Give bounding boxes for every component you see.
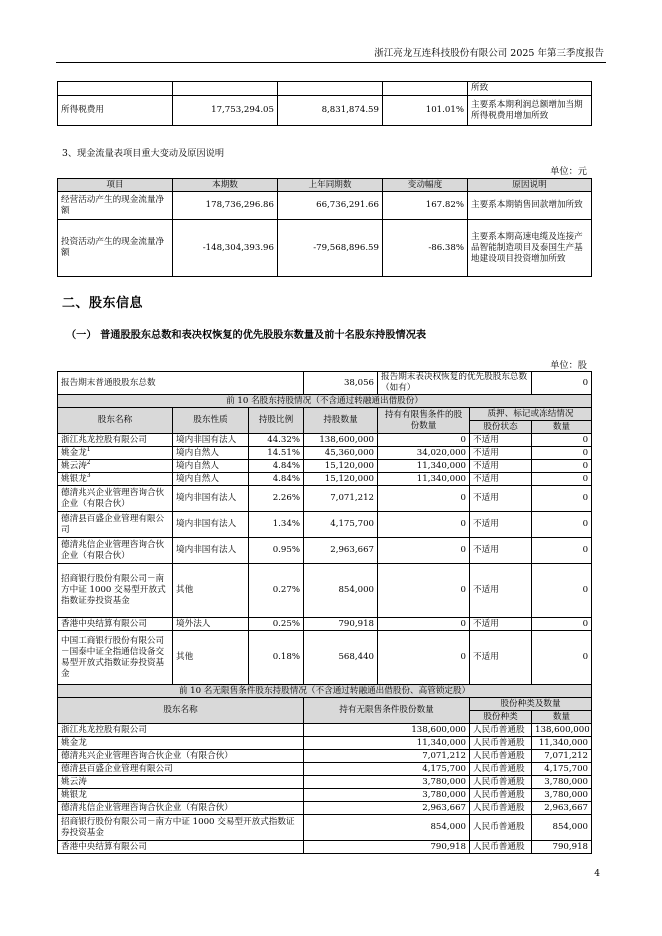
header-divider	[56, 62, 606, 63]
table-cell: 所致	[468, 82, 592, 96]
page-number: 4	[594, 869, 600, 879]
table-cell: -148,304,393.96	[173, 220, 278, 277]
column-header: 数量	[532, 711, 592, 724]
shareholder-nature: 境外法人	[173, 618, 249, 631]
column-header: 持股数量	[304, 408, 378, 434]
tax-table	[57, 81, 592, 126]
shareholder-name	[58, 631, 173, 685]
pledge-quantity: 0	[532, 473, 592, 486]
column-header: 股东性质	[173, 408, 249, 434]
column-header: 持股比例	[249, 408, 304, 434]
restricted-shares: 11,340,000	[378, 473, 470, 486]
pledge-quantity: 0	[532, 512, 592, 538]
restricted-shares: 0	[378, 434, 470, 447]
unrestricted-shares: 854,000	[304, 815, 470, 841]
table-row	[58, 192, 592, 220]
shareholder-name: 姚银龙	[58, 789, 304, 802]
share-count: 138,600,000	[304, 434, 378, 447]
share-count: 854,000	[304, 564, 378, 618]
shareholder-name: 姚金龙	[58, 737, 304, 750]
restricted-shares: 0	[378, 538, 470, 564]
table-row	[58, 473, 592, 486]
table-cell: 主要系本期高速电缆及连接产品智能制造项目及泰国生产基地建设项目投资增加所致	[468, 220, 592, 277]
shareholding-ratio: 0.27%	[249, 564, 304, 618]
pledge-status: 不适用	[470, 631, 532, 685]
unrestricted-shares: 138,600,000	[304, 724, 470, 737]
share-quantity: 790,918	[532, 841, 592, 854]
shareholder-name	[58, 447, 173, 460]
share-type: 人民币普通股	[470, 789, 532, 802]
table-cell	[173, 82, 278, 96]
shareholder-unit: 单位：股	[550, 360, 587, 371]
table-cell: 167.82%	[383, 192, 468, 220]
share-type: 人民币普通股	[470, 815, 532, 841]
shareholding-ratio: 2.26%	[249, 486, 304, 512]
top10-title-row	[58, 395, 592, 408]
pledge-quantity: 0	[532, 434, 592, 447]
document-header: 浙江亮龙互连科技股份有限公司 2025 年第三季度报告	[374, 48, 604, 59]
column-header: 上年同期数	[278, 179, 383, 192]
shareholding-ratio: 1.34%	[249, 512, 304, 538]
cashflow-table	[57, 178, 592, 277]
unrestricted-shares: 4,175,700	[304, 763, 470, 776]
share-type: 人民币普通股	[470, 802, 532, 815]
cashflow-unit: 单位：元	[550, 166, 587, 177]
table-row	[58, 564, 592, 618]
pledge-status: 不适用	[470, 512, 532, 538]
share-quantity: 3,780,000	[532, 789, 592, 802]
column-header: 股份状态	[470, 421, 532, 434]
column-header: 原因说明	[468, 179, 592, 192]
pledge-quantity: 0	[532, 460, 592, 473]
share-quantity: 854,000	[532, 815, 592, 841]
shareholder-name-text: 德清县百盛企业管理有限公司	[61, 513, 165, 535]
table-cell: -79,568,896.59	[278, 220, 383, 277]
shareholder-name-text: 德清兆兴企业管理咨询合伙企业（有限合伙）	[61, 487, 165, 509]
shareholder-name-text: 招商银行股份有限公司－南方中证 1000 交易型开放式指数证券投资基金	[61, 574, 166, 606]
shareholder-nature: 境内自然人	[173, 460, 249, 473]
table-row	[58, 82, 592, 96]
table-row	[58, 802, 592, 815]
column-header: 本期数	[173, 179, 278, 192]
column-header: 持有有限售条件的股份数量	[378, 408, 470, 434]
column-header: 数量	[532, 421, 592, 434]
total-shareholders-row	[58, 372, 592, 395]
shareholder-name	[58, 486, 173, 512]
table-header-row	[58, 698, 592, 711]
share-count: 15,120,000	[304, 460, 378, 473]
table-row	[58, 724, 592, 737]
table-cell: 经营活动产生的现金流量净额	[58, 192, 173, 220]
share-count: 15,120,000	[304, 473, 378, 486]
shareholding-ratio: 4.84%	[249, 473, 304, 486]
shareholder-name	[58, 473, 173, 486]
pledge-quantity: 0	[532, 631, 592, 685]
shareholding-ratio: 0.25%	[249, 618, 304, 631]
unrestricted-shares: 7,071,212	[304, 750, 470, 763]
shareholder-name-text: 姚云涛	[61, 460, 87, 471]
shareholder-nature: 境内自然人	[173, 447, 249, 460]
share-count: 45,360,000	[304, 447, 378, 460]
shareholder-nature: 境内非国有法人	[173, 538, 249, 564]
shareholder-name-text: 香港中央结算有限公司	[61, 618, 147, 629]
shareholder-name: 德清县百盛企业管理有限公司	[58, 763, 304, 776]
shareholding-ratio: 14.51%	[249, 447, 304, 460]
shareholder-name	[58, 460, 173, 473]
share-type: 人民币普通股	[470, 737, 532, 750]
table-row	[58, 841, 592, 854]
table-row	[58, 789, 592, 802]
table-cell	[278, 82, 383, 96]
table-row	[58, 447, 592, 460]
table-header-row	[58, 179, 592, 192]
table-row	[58, 538, 592, 564]
restricted-shares: 0	[378, 486, 470, 512]
table-row	[58, 737, 592, 750]
table-cell	[58, 82, 173, 96]
pledge-quantity: 0	[532, 447, 592, 460]
shareholder-nature: 其他	[173, 631, 249, 685]
table-row	[58, 763, 592, 776]
column-header: 股东名称	[58, 408, 173, 434]
shareholder-nature: 境内非国有法人	[173, 486, 249, 512]
unrestricted-shares: 11,340,000	[304, 737, 470, 750]
shareholder-name: 香港中央结算有限公司	[58, 841, 304, 854]
pledge-status: 不适用	[470, 460, 532, 473]
column-header: 变动幅度	[383, 179, 468, 192]
top10-title: 前 10 名股东持股情况（不含通过转融通出借股份）	[58, 395, 592, 408]
shareholder-nature: 其他	[173, 564, 249, 618]
shareholder-name-text: 姚金龙	[61, 447, 87, 458]
shareholder-nature: 境内非国有法人	[173, 434, 249, 447]
total-shareholders-label: 报告期末普通股股东总数	[58, 372, 304, 395]
preferred-shareholders-label: 报告期末表决权恢复的优先股股东总数（如有）	[378, 372, 532, 395]
restricted-shares: 0	[378, 512, 470, 538]
share-quantity: 7,071,212	[532, 750, 592, 763]
share-quantity: 138,600,000	[532, 724, 592, 737]
share-type: 人民币普通股	[470, 763, 532, 776]
total-shareholders-value: 38,056	[304, 372, 378, 395]
share-quantity: 2,963,667	[532, 802, 592, 815]
column-header: 股份种类及数量	[470, 698, 592, 711]
pledge-status: 不适用	[470, 618, 532, 631]
column-header: 股份种类	[470, 711, 532, 724]
shareholder-name: 德清兆兴企业管理咨询合伙企业（有限合伙）	[58, 750, 304, 763]
shareholding-ratio: 4.84%	[249, 460, 304, 473]
share-count: 568,440	[304, 631, 378, 685]
table-cell: 主要系本期利润总额增加当期所得税费用增加所致	[468, 96, 592, 126]
restricted-shares: 34,020,000	[378, 447, 470, 460]
share-type: 人民币普通股	[470, 750, 532, 763]
column-header: 股东名称	[58, 698, 304, 724]
table-row	[58, 460, 592, 473]
share-count: 2,963,667	[304, 538, 378, 564]
shareholding-ratio: 0.18%	[249, 631, 304, 685]
table-cell: 101.01%	[383, 96, 468, 126]
pledge-status: 不适用	[470, 434, 532, 447]
shareholder-name	[58, 618, 173, 631]
restricted-shares: 0	[378, 564, 470, 618]
pledge-status: 不适用	[470, 538, 532, 564]
table-row	[58, 512, 592, 538]
pledge-quantity: 0	[532, 538, 592, 564]
shareholder-nature: 境内非国有法人	[173, 512, 249, 538]
share-count: 790,918	[304, 618, 378, 631]
share-count: 7,071,212	[304, 486, 378, 512]
shareholder-name-text: 中国工商银行股份有限公司－国泰中证全指通信设备交易型开放式指数证券投资基金	[61, 635, 165, 679]
subsection-heading: （一） 普通股股东总数和表决权恢复的优先股股东数量及前十名股东持股情况表	[66, 329, 427, 341]
unrestricted-shares: 3,780,000	[304, 789, 470, 802]
footnote-marker: 1	[86, 446, 91, 453]
shareholder-name	[58, 512, 173, 538]
table-cell	[383, 82, 468, 96]
unrestricted-title-row	[58, 685, 592, 698]
shareholder-name-text: 浙江兆龙控股有限公司	[61, 434, 147, 445]
pledge-quantity: 0	[532, 618, 592, 631]
share-count: 4,175,700	[304, 512, 378, 538]
cashflow-heading: 3、现金流量表项目重大变动及原因说明	[62, 148, 225, 159]
table-row	[58, 776, 592, 789]
table-row	[58, 486, 592, 512]
pledge-status: 不适用	[470, 447, 532, 460]
shareholder-name-text: 姚银龙	[61, 473, 87, 484]
shareholder-name	[58, 434, 173, 447]
restricted-shares: 0	[378, 631, 470, 685]
shareholder-name: 姚云涛	[58, 776, 304, 789]
column-header: 项目	[58, 179, 173, 192]
unrestricted-shares: 2,963,667	[304, 802, 470, 815]
shareholder-name: 德清兆信企业管理咨询合伙企业（有限合伙）	[58, 802, 304, 815]
column-header: 质押、标记或冻结情况	[470, 408, 592, 421]
pledge-status: 不适用	[470, 473, 532, 486]
table-row	[58, 618, 592, 631]
footnote-marker: 2	[86, 459, 91, 466]
table-row	[58, 434, 592, 447]
table-cell: 所得税费用	[58, 96, 173, 126]
table-row	[58, 631, 592, 685]
preferred-shareholders-value: 0	[532, 372, 592, 395]
shareholder-name	[58, 564, 173, 618]
unrestricted-shares: 790,918	[304, 841, 470, 854]
share-quantity: 11,340,000	[532, 737, 592, 750]
restricted-shares: 0	[378, 618, 470, 631]
pledge-status: 不适用	[470, 564, 532, 618]
shareholding-ratio: 44.32%	[249, 434, 304, 447]
pledge-quantity: 0	[532, 486, 592, 512]
shareholder-nature: 境内自然人	[173, 473, 249, 486]
table-cell: -86.38%	[383, 220, 468, 277]
table-row	[58, 220, 592, 277]
unrestricted-shares: 3,780,000	[304, 776, 470, 789]
table-cell: 主要系本期销售回款增加所致	[468, 192, 592, 220]
share-quantity: 3,780,000	[532, 776, 592, 789]
table-cell: 66,736,291.66	[278, 192, 383, 220]
table-row	[58, 96, 592, 126]
restricted-shares: 11,340,000	[378, 460, 470, 473]
share-type: 人民币普通股	[470, 724, 532, 737]
shareholder-name-text: 德清兆信企业管理咨询合伙企业（有限合伙）	[61, 539, 165, 561]
column-header: 持有无限售条件股份数量	[304, 698, 470, 724]
table-cell: 投资活动产生的现金流量净额	[58, 220, 173, 277]
share-type: 人民币普通股	[470, 776, 532, 789]
table-header-row	[58, 408, 592, 421]
pledge-status: 不适用	[470, 486, 532, 512]
table-row	[58, 750, 592, 763]
shareholder-name: 浙江兆龙控股有限公司	[58, 724, 304, 737]
table-row	[58, 815, 592, 841]
pledge-quantity: 0	[532, 564, 592, 618]
share-quantity: 4,175,700	[532, 763, 592, 776]
share-type: 人民币普通股	[470, 841, 532, 854]
shareholder-name: 招商银行股份有限公司－南方中证 1000 交易型开放式指数证券投资基金	[58, 815, 304, 841]
table-cell: 178,736,296.86	[173, 192, 278, 220]
table-cell: 17,753,294.05	[173, 96, 278, 126]
shareholder-name	[58, 538, 173, 564]
footnote-marker: 3	[86, 472, 91, 479]
shareholding-ratio: 0.95%	[249, 538, 304, 564]
table-cell: 8,831,874.59	[278, 96, 383, 126]
unrestricted-title: 前 10 名无限售条件股东持股情况（不含通过转融通出借股份、高管锁定股）	[58, 685, 592, 698]
section-heading: 二、股东信息	[62, 296, 144, 311]
shareholder-table	[57, 371, 592, 854]
